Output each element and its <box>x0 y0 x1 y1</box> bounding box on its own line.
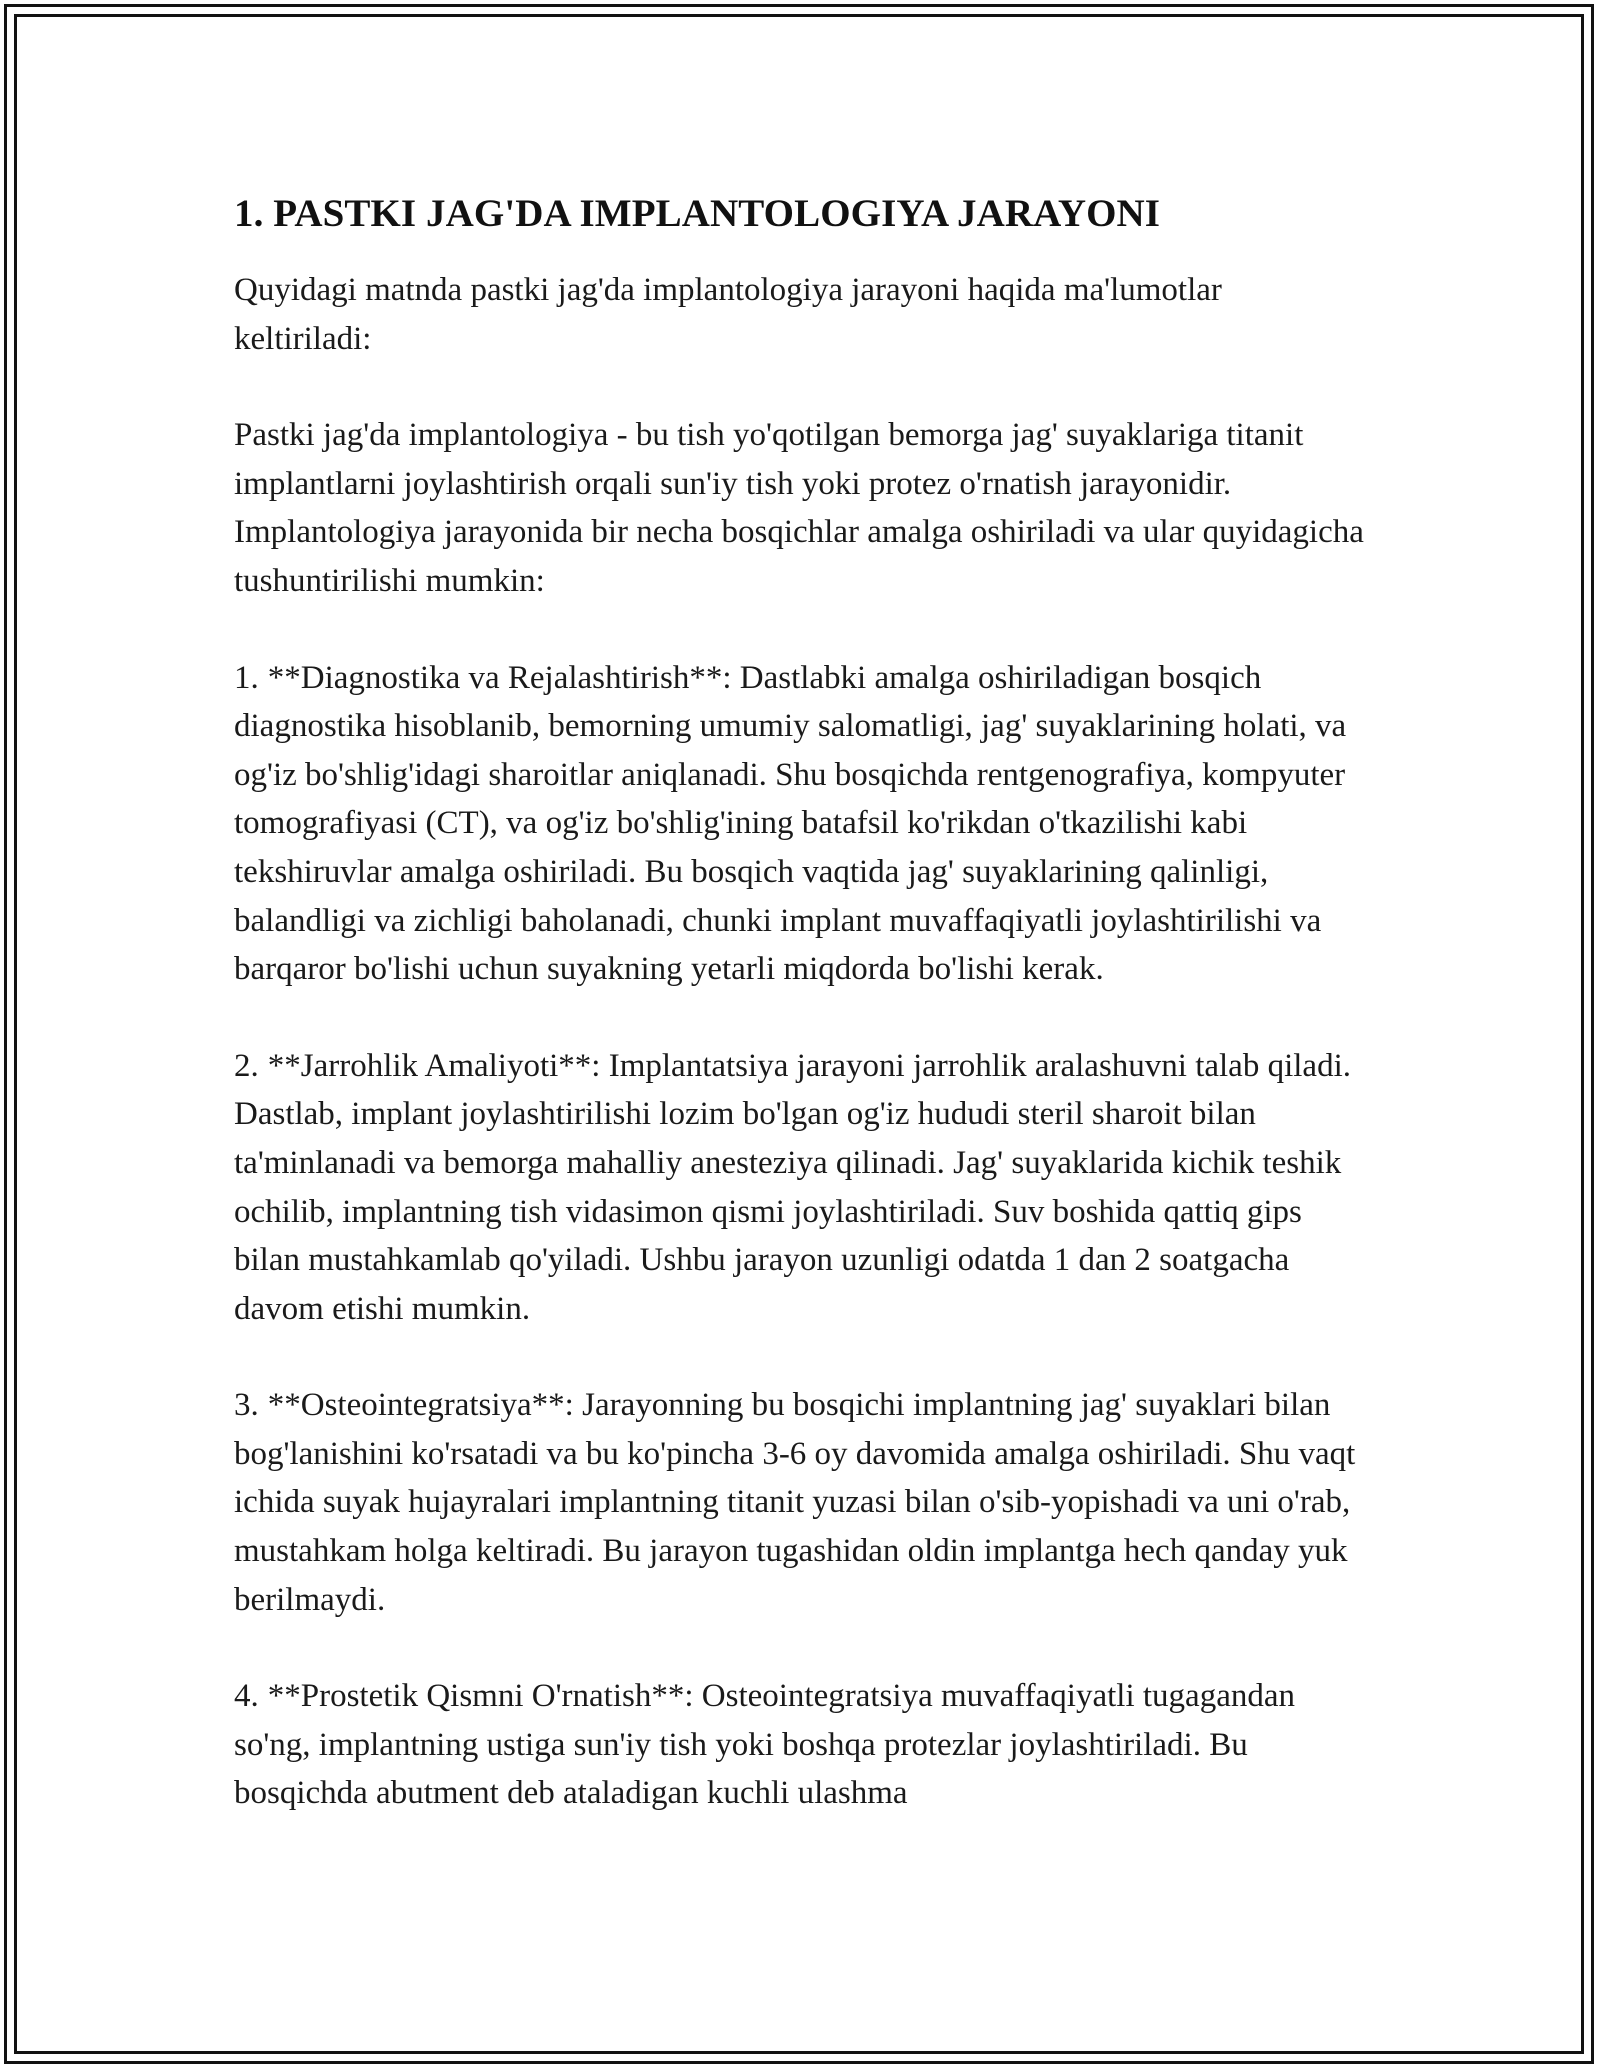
document-page <box>234 188 1364 1866</box>
step-paragraph-1 <box>234 654 1364 994</box>
step-text: **Jarrohlik Amaliyoti**: Implantatsiya jarayoni jarrohlik aralashuvni talab qiladi. Dastlab, implant joylashtirilishi lozim bo'lgan og'iz hududi steril sharoit bilan ta'minlanadi va bemorga mahalliy anesteziya qilinadi. Jag' suyaklarida kichik teshik ochilib, implantning tish vidasimon qismi joylashtiriladi. Suv boshida qattiq gips bilan mustahkamlab qo'yiladi. Ushbu jarayon uzunligi odatda 1 dan 2 soatgacha davom etishi mumkin. <box>234 1047 1351 1327</box>
step-number: 2. <box>234 1047 259 1084</box>
step-number: 3. <box>234 1387 259 1424</box>
definition-paragraph: Pastki jag'da implantologiya - bu tish yo'qotilgan bemorga jag' suyaklariga titanit implantlarni joylashtirish orqali sun'iy tish yoki protez o'rnatish jarayonidir. Implantologiya jarayonida bir necha bosqichlar amalga oshiriladi va ular quyidagicha tushuntirilishi mumkin: <box>234 417 1364 599</box>
step-paragraph-2 <box>234 1042 1364 1334</box>
document-title: 1. PASTKI JAG'DA IMPLANTOLOGIYA JARAYONI <box>234 192 1161 235</box>
intro-paragraph: Quyidagi matnda pastki jag'da implantologiya jarayoni haqida ma'lumotlar keltiriladi: <box>234 272 1222 357</box>
step-text: **Osteointegratsiya**: Jarayonning bu bosqichi implantning jag' suyaklari bilan bog'lanishini ko'rsatadi va bu ko'pincha 3-6 oy davomida amalga oshiriladi. Shu vaqt ichida suyak hujayralari implantning titanit yuzasi bilan o'sib-yopishadi va uni o'rab, mustahkam holga keltiradi. Bu jarayon tugashidan oldin implantga hech qanday yuk berilmaydi. <box>234 1387 1356 1618</box>
step-number: 4. <box>234 1678 259 1715</box>
step-paragraph-4 <box>234 1672 1364 1818</box>
step-number: 1. <box>234 659 259 696</box>
step-text: **Diagnostika va Rejalashtirish**: Dastlabki amalga oshiriladigan bosqich diagnostika hisoblanib, bemorning umumiy salomatligi, jag' suyaklarining holati, va og'iz bo'shlig'idagi sharoitlar aniqlanadi. Shu bosqichda rentgenografiya, kompyuter tomografiyasi (CT), va og'iz bo'shlig'ining batafsil ko'rikdan o'tkazilishi kabi tekshiruvlar amalga oshiriladi. Bu bosqich vaqtida jag' suyaklarining qalinligi, balandligi va zichligi baholanadi, chunki implant muvaffaqiyatli joylashtirilishi va barqaror bo'lishi uchun suyakning yetarli miqdorda bo'lishi kerak. <box>234 659 1347 988</box>
step-text: **Prostetik Qismni O'rnatish**: Osteointegratsiya muvaffaqiyatli tugagandan so'ng, implantning ustiga sun'iy tish yoki boshqa protezlar joylashtiriladi. Bu bosqichda abutment deb ataladigan kuchli ulashma <box>234 1678 1295 1812</box>
step-paragraph-3 <box>234 1381 1364 1624</box>
